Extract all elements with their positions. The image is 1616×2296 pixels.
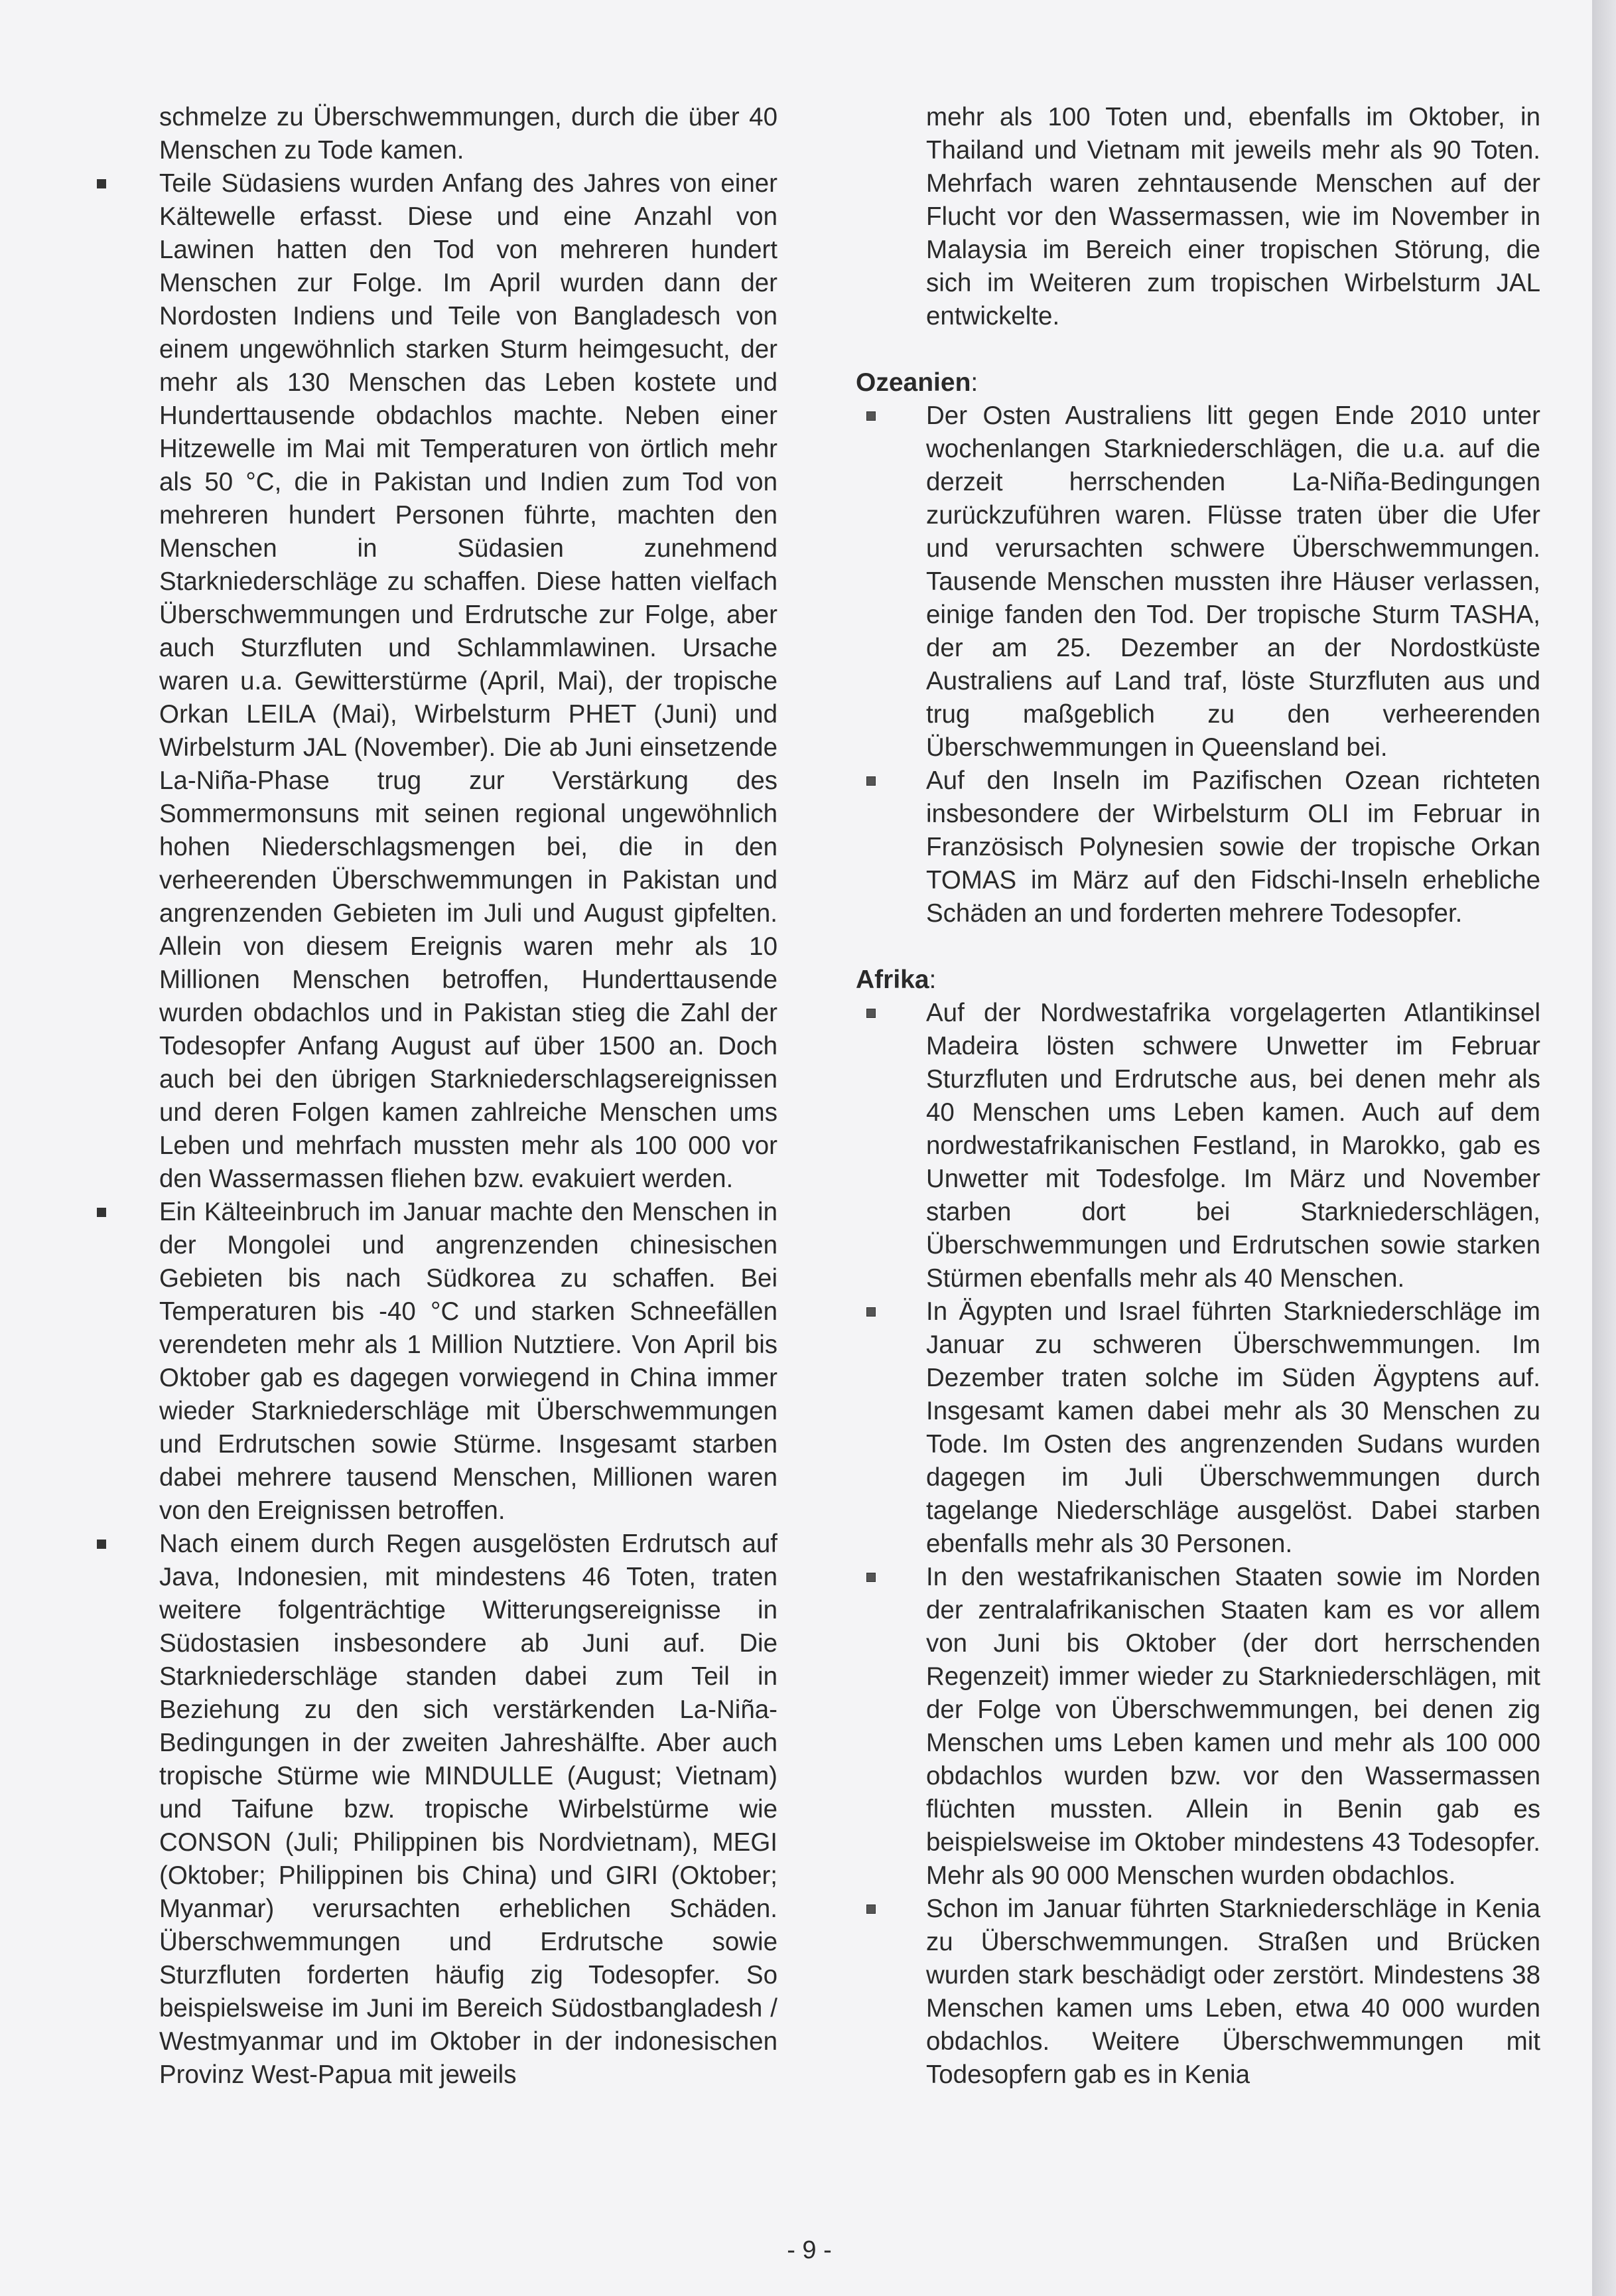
bullet-text: Der Osten Australiens litt gegen Ende 2010 unter wochenlangen Starkniederschlägen, die u.a. auf die derzeit herrschenden La-Niña-Bedingungen zurückzuführen waren. Flüsse traten über die Ufer und verursachten schwere Überschwemmungen. Tausende Menschen mussten ihre Häuser verlassen, einige fanden den Tod. Der tropische Sturm TASHA, der am 25. Dezember an der Nordostküste Australiens auf Land traf, löste Sturzfluten aus und trug maßgeblich zu den verheerenden Überschwemmungen in Queensland bei.: [926, 401, 1540, 762]
bullet-item: [159, 167, 777, 1196]
bullet-item: [159, 1528, 777, 2092]
bullet-item: [856, 399, 1540, 764]
bullet-item: [856, 1893, 1540, 2092]
bullet-item: [856, 997, 1540, 1295]
square-bullet-icon: [866, 1307, 876, 1317]
bullet-item: [856, 764, 1540, 930]
square-bullet-icon: [866, 776, 876, 786]
square-bullet-icon: [866, 411, 876, 421]
bullet-text: In Ägypten und Israel führten Starkniederschläge im Januar zu schweren Überschwemmungen. Im Dezember traten solche im Süden Ägyptens auf. Insgesamt kamen dabei mehr als 30 Menschen zu Tode. Im Osten des angrenzenden Sudans wurden dagegen im Juli Überschwemmungen durch tagelange Niederschläge ausgelöst. Dabei starben ebenfalls mehr als 30 Personen.: [926, 1297, 1540, 1558]
bullet-text: Schon im Januar führten Starkniederschläge in Kenia zu Überschwemmungen. Straßen und Brücken wurden stark beschädigt oder zerstört. Mindestens 38 Menschen kamen ums Leben, etwa 40 000 wurden obdachlos. Weitere Überschwemmungen mit Todesopfern gab es in Kenia: [926, 1895, 1540, 2089]
bullet-text: Nach einem durch Regen ausgelösten Erdrutsch auf Java, Indonesien, mit mindestens 46 Toten, traten weitere folgenträchtige Witterungsereignisse in Südostasien insbesondere ab Juni auf. Die Starkniederschläge standen dabei zum Teil in Beziehung zu den sich verstärkenden La-Niña-Bedingungen in der zweiten Jahreshälfte. Aber auch tropische Stürme wie MINDULLE (August; Vietnam) und Taifune bzw. tropische Wirbelstürme wie CONSON (Juli; Philippinen bis Nordvietnam), MEGI (Oktober; Philippinen bis China) und GIRI (Oktober; Myanmar) verursachten erheblichen Schäden. Überschwemmungen und Erdrutsche sowie Sturzfluten forderten häufig zig Todesopfer. So beispielsweise im Juni im Bereich Südostbangladesh / Westmyanmar und im Oktober in der indonesischen Provinz West-Papua mit jeweils: [159, 1530, 777, 2089]
square-bullet-icon: [97, 179, 106, 188]
bullet-text: In den westafrikanischen Staaten sowie im Norden der zentralafrikanischen Staaten kam es vor allem von Juni bis Oktober (der dort herrschenden Regenzeit) immer wieder zu Starkniederschlägen, mit der Folge von Überschwemmungen, bei denen zig Menschen ums Leben kamen und mehr als 100 000 obdachlos wurden bzw. vor den Wassermassen flüchten mussten. Allein in Benin gab es beispielsweise im Oktober mindestens 43 Todesopfer. Mehr als 90 000 Menschen wurden obdachlos.: [926, 1563, 1540, 1890]
bullet-item: [856, 1295, 1540, 1561]
bullet-text: Ein Kälteeinbruch im Januar machte den Menschen in der Mongolei und angrenzenden chinesischen Gebieten bis nach Südkorea zu schaffen. Bei Temperaturen bis -40 °C und starken Schneefällen verendeten mehr als 1 Million Nutztiere. Von April bis Oktober gab es dagegen vorwiegend in China immer wieder Starkniederschläge mit Überschwemmungen und Erdrutschen sowie Stürme. Insgesamt starben dabei mehrere tausend Menschen, Millionen waren von den Ereignissen betroffen.: [159, 1198, 777, 1525]
square-bullet-icon: [97, 1208, 106, 1217]
square-bullet-icon: [97, 1540, 106, 1549]
continued-paragraph: schmelze zu Überschwemmungen, durch die über 40 Menschen zu Tode kamen.: [159, 103, 777, 165]
section-ozeanien: [856, 366, 1540, 930]
bullet-text: Teile Südasiens wurden Anfang des Jahres von einer Kältewelle erfasst. Diese und eine Anzahl von Lawinen hatten den Tod von mehreren hundert Menschen zur Folge. Im April wurden dann der Nordosten Indiens und Teile von Bangladesch von einem ungewöhnlich starken Sturm heimgesucht, der mehr als 130 Menschen das Leben kostete und Hunderttausende obdachlos machte. Neben einer Hitzewelle im Mai mit Temperaturen von örtlich mehr als 50 °C, die in Pakistan und Indien zum Tod von mehreren hundert Personen führte, machten den Menschen in Südasien zunehmend Starkniederschläge zu schaffen. Diese hatten vielfach Überschwemmungen und Erdrutsche zur Folge, aber auch Sturzfluten und Schlammlawinen. Ursache waren u.a. Gewitterstürme (April, Mai), der tropische Orkan LEILA (Mai), Wirbelsturm PHET (Juni) und Wirbelsturm JAL (November). Die ab Juni einsetzende La-Niña-Phase trug zur Verstärkung des Sommermonsuns mit seinen regional ungewöhnlich hohen Niederschlagsmengen bei, die in den verheerenden Überschwemmungen in Pakistan und angrenzenden Gebieten im Juli und August gipfelten. Allein von diesem Ereignis waren mehr als 10 Millionen Menschen betroffen, Hunderttausende wurden obdachlos und in Pakistan stieg die Zahl der Todesopfer Anfang August auf über 1500 an. Doch auch bei den übrigen Starkniederschlagsereignissen und deren Folgen kamen zahlreiche Menschen ums Leben und mehrfach mussten mehr als 100 000 vor den Wassermassen fliehen bzw. evakuiert werden.: [159, 169, 777, 1193]
square-bullet-icon: [866, 1904, 876, 1914]
square-bullet-icon: [866, 1009, 876, 1018]
continued-paragraph: mehr als 100 Toten und, ebenfalls im Oktober, in Thailand und Vietnam mit jeweils mehr als 90 Toten. Mehrfach waren zehntausende Menschen auf der Flucht vor den Wassermassen, wie im November in Malaysia im Bereich einer tropischen Störung, die sich im Weiteren zum tropischen Wirbelsturm JAL entwickelte.: [926, 103, 1540, 330]
bullet-text: Auf der Nordwestafrika vorgelagerten Atlantikinsel Madeira lösten schwere Unwetter im Februar Sturzfluten und Erdrutsche aus, bei denen mehr als 40 Menschen ums Leben kamen. Auch auf dem nordwestafrikanischen Festland, in Marokko, gab es Unwetter mit Todesfolge. Im März und November starben dort bei Starkniederschlägen, Überschwemmungen und Erdrutschen sowie starken Stürmen ebenfalls mehr als 40 Menschen.: [926, 999, 1540, 1293]
section-heading: Afrika:: [856, 966, 937, 994]
scan-edge: [1592, 0, 1616, 2296]
bullet-list: [856, 399, 1540, 930]
bullet-item: [159, 1196, 777, 1528]
square-bullet-icon: [866, 1573, 876, 1582]
right-column: [856, 101, 1540, 2125]
bullet-list: [159, 167, 777, 2092]
bullet-text: Auf den Inseln im Pazifischen Ozean richteten insbesondere der Wirbelsturm OLI im Februar in Französisch Polynesien sowie der tropische Orkan TOMAS im März auf den Fidschi-Inseln erhebliche Schäden an und forderten mehrere Todesopfer.: [926, 766, 1540, 928]
bullet-item: [856, 1561, 1540, 1893]
bullet-list: [856, 997, 1540, 2092]
section-heading: Ozeanien:: [856, 368, 978, 397]
page-number: - 9 -: [787, 2236, 832, 2264]
section-afrika: [856, 964, 1540, 2092]
left-column: [159, 101, 777, 2092]
